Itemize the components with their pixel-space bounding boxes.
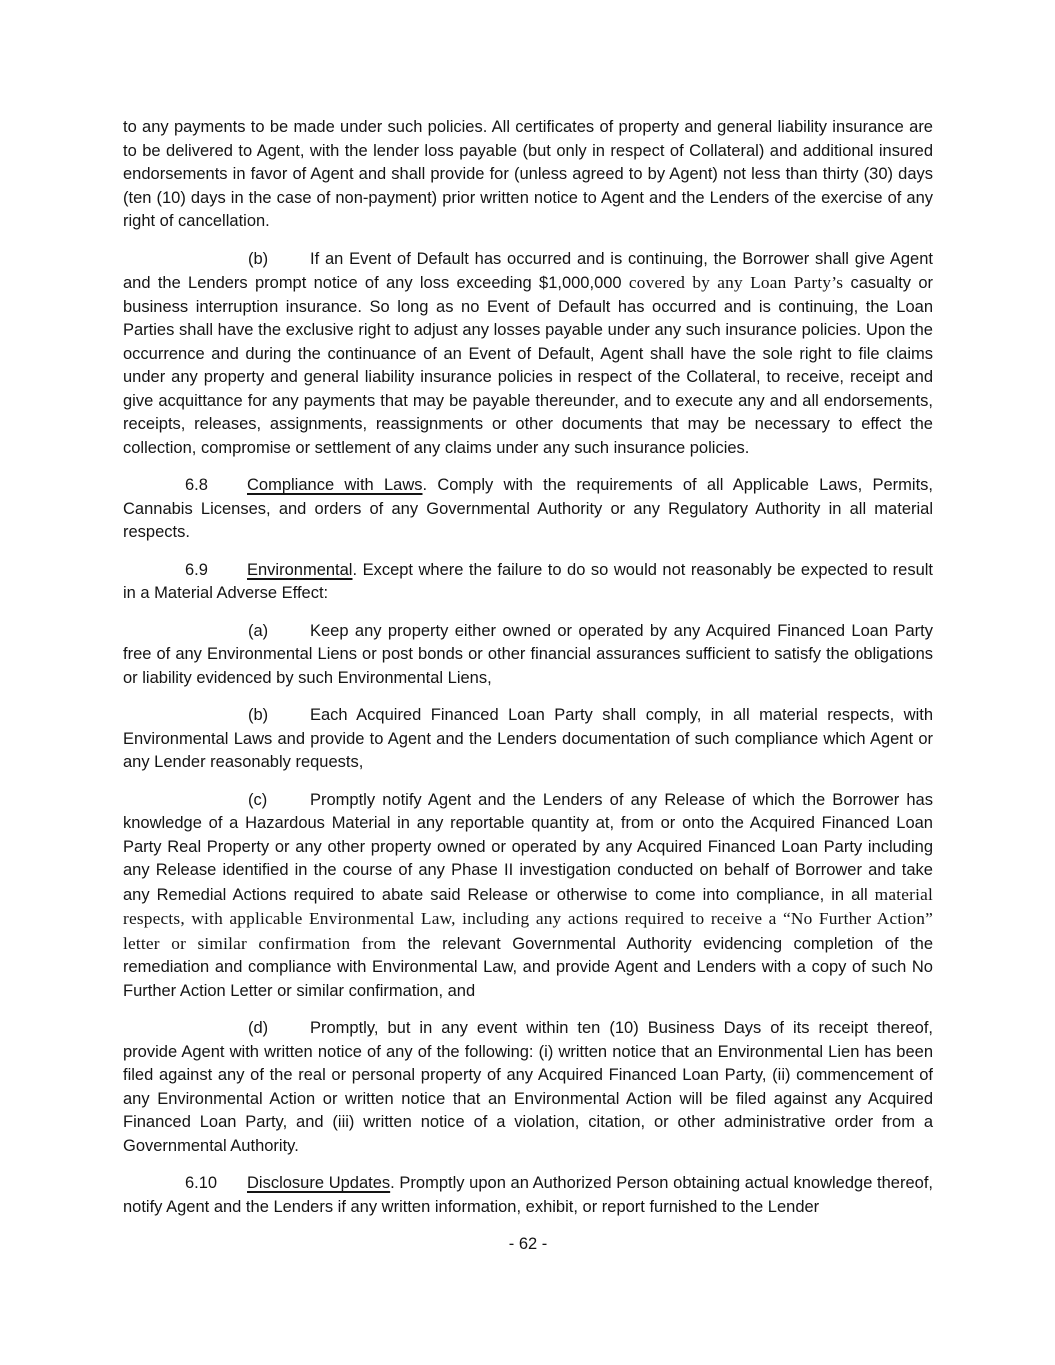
section-heading: Disclosure Updates: [247, 1174, 391, 1192]
section-6-10-disclosure-updates: [123, 1172, 933, 1219]
paragraph-text-serif: covered by any Loan Party’s: [628, 273, 844, 292]
section-number: 6.10: [185, 1174, 218, 1192]
section-heading: Environmental: [247, 560, 353, 579]
section-heading: Compliance with Laws: [247, 476, 423, 494]
paragraph-label: (a): [248, 621, 269, 640]
paragraph-6-9-d: [123, 1017, 933, 1158]
paragraph-text: casualty or business interruption insurance. So long as no Event of Default has occurred and is continuing, the Loan Parties shall have the exclusive right to adjust any losses payable under any such insurance policies. Upon the occurrence and during the continuance of an Event of Default, Agent shall have the sole right to file claims under any property and general liability insurance policies in respect of the Collateral, to receive, receipt and give acquittance for any payments that may be payable thereunder, and to execute any and all endorsements, receipts, releases, assignments, reassignments or other documents that may be necessary to effect the collection, compromise or settlement of any claims under any such insurance policies.: [123, 274, 933, 457]
paragraph-label: (b): [248, 706, 269, 724]
paragraph-text: Each Acquired Financed Loan Party shall comply, in all material respects, with Environmental Laws and provide to Agent and the Lenders documentation of such compliance which Agent or any Lender reasonably requests,: [123, 706, 933, 771]
paragraph-text: to any payments to be made under such policies. All certificates of property and general liability insurance are to be delivered to Agent, with the lender loss payable (but only in respect of Collateral) and additional insured endorsements in favor of Agent and shall provide for (unless agreed to by Agent) not less than thirty (30) days (ten (10) days in the case of non-payment) prior written notice to Agent and the Lenders of the exercise of any right of cancellation.: [123, 118, 933, 230]
section-number: 6.8: [185, 476, 208, 494]
paragraph-6-9-b: [123, 704, 933, 775]
paragraph-label: (b): [248, 249, 269, 268]
paragraph-6-9-c: [123, 789, 933, 1004]
section-6-9-environmental: [123, 559, 933, 606]
section-number: 6.9: [185, 560, 208, 579]
section-text: . Comply with the requirements of all Applicable Laws, Permits, Cannabis Licenses, and orders of any Governmental Authority or any Regulatory Authority in all material respects.: [123, 476, 933, 541]
paragraph-label: (c): [248, 790, 268, 809]
paragraph-text: the relevant Governmental Authority evidencing completion of the remediation and compliance with Environmental Law, and provide Agent and Lenders with a copy of such No Further Action Letter or similar confirmation, and: [123, 934, 933, 1000]
paragraph-insurance-continuation: [123, 116, 933, 234]
paragraph-text: If an Event of Default has occurred and is continuing, the Borrower shall give Agent and the Lenders prompt notice of any loss exceeding $1,000,000: [123, 249, 933, 292]
paragraph-text: Promptly, but in any event within ten (10) Business Days of its receipt thereof, provide Agent with written notice of any of the following: (i) written notice that an Environmental Lien has been filed against any of the real or personal property of any Acquired Financed Loan Party, (ii) commencement of any Environmental Action or written notice that an Environmental Action will be filed against any Acquired Financed Loan Party, and (iii) written notice of a violation, citation, or other administrative order from a Governmental Authority.: [123, 1019, 933, 1155]
paragraph-label: (d): [248, 1019, 269, 1037]
paragraph-text: Promptly notify Agent and the Lenders of any Release of which the Borrower has knowledge of a Hazardous Material in any reportable quantity at, from or onto the Acquired Financed Loan Party Real Property or any other property owned or operated by any Acquired Financed Loan Party including any Release identified in the course of any Phase II investigation conducted on behalf of Borrower and take any Remedial Actions required to abate said Release or otherwise to come into compliance, in all: [123, 790, 933, 904]
paragraph-insurance-b: [123, 248, 933, 461]
paragraph-6-9-a: [123, 620, 933, 691]
paragraph-text-serif: material respects, with applicable Environmental Law, including any actions required to receive a “No Further Action” letter or similar confirmation from: [123, 884, 933, 953]
section-6-8-compliance-with-laws: [123, 474, 933, 545]
page-number: - 62 -: [508, 1235, 548, 1253]
section-text: . Except where the failure to do so would not reasonably be expected to result in a Material Adverse Effect:: [123, 560, 933, 602]
section-text: . Promptly upon an Authorized Person obtaining actual knowledge thereof, notify Agent and the Lenders if any written information, exhibit, or report furnished to the Lender: [123, 1174, 934, 1216]
paragraph-text: Keep any property either owned or operated by any Acquired Financed Loan Party free of any Environmental Liens or post bonds or other financial assurances sufficient to satisfy the obligations or liability evidenced by such Environmental Liens,: [123, 621, 933, 687]
